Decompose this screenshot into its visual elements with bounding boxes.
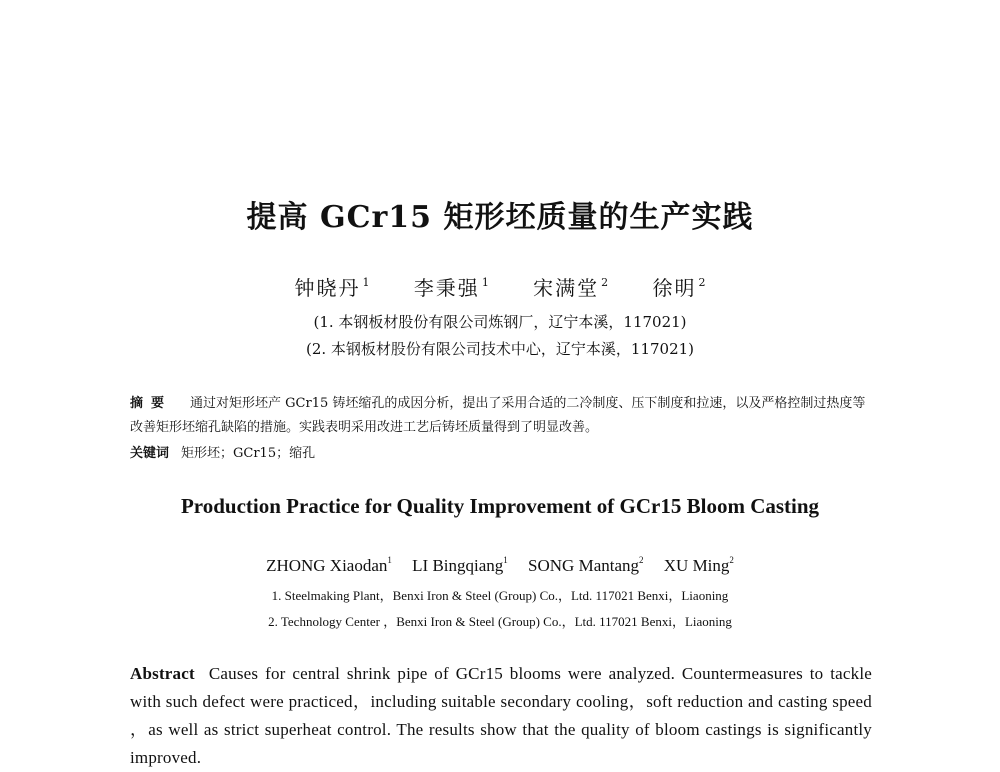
chinese-author: 钟晓丹 $^1$	[294, 276, 370, 300]
chinese-abstract-label: 摘要	[130, 396, 173, 411]
english-author: ZHONG Xiaodan$^1$	[266, 555, 392, 575]
english-affiliation-2: 2. Technology Center ，Benxi Iron & Steel (Group) Co.，Ltd. 117021 Benxi，Liaoning	[268, 614, 732, 629]
english-abstract	[130, 660, 872, 772]
english-affiliation-1: 1. Steelmaking Plant，Benxi Iron & Steel (Group) Co.，Ltd. 117021 Benxi，Liaoning	[271, 588, 729, 603]
english-author: XU Ming$^2$	[663, 555, 734, 575]
english-author: SONG Mantang$^2$	[528, 555, 644, 575]
chinese-author: 宋满堂 $^2$	[533, 276, 609, 300]
english-author: LI Bingqiang$^1$	[412, 555, 508, 575]
chinese-abstract	[130, 392, 872, 440]
chinese-keywords-label: 关键词	[130, 446, 170, 461]
chinese-keywords	[130, 442, 315, 461]
english-abstract-text: Causes for central shrink pipe of GCr15 blooms were analyzed. Countermeasures to tackle with such defect were practiced，including suitable secondary cooling，soft reduction and casting speed ，as well as strict superheat control. The results show that the quality of bloom castings is significantly improved.	[130, 664, 872, 767]
english-authors	[0, 555, 1000, 576]
english-title: Production Practice for Quality Improvement of GCr15 Bloom Casting	[180, 494, 820, 518]
chinese-affiliation-2: (2. 本钢板材股份有限公司技术中心，辽宁本溪，117021)	[305, 340, 695, 358]
chinese-author: 李秉强 $^1$	[413, 276, 489, 300]
chinese-author: 徐明 $^2$	[652, 276, 706, 300]
chinese-authors	[0, 272, 1000, 301]
chinese-abstract-text: 通过对矩形坯产 GCr15 铸坯缩孔的成因分析，提出了采用合适的二冷制度、压下制度和拉速，以及严格控制过热度等改善矩形坯缩孔缺陷的措施。实践表明采用改进工艺后铸坯质量得到了明显改善。	[130, 396, 866, 435]
chinese-affiliation-1: (1. 本钢板材股份有限公司炼钢厂，辽宁本溪，117021)	[313, 313, 687, 331]
chinese-title: 提高 GCr15 矩形坯质量的生产实践	[246, 200, 754, 235]
english-abstract-label: Abstract	[130, 664, 195, 683]
chinese-keywords-text: 矩形坯；GCr15；缩孔	[181, 446, 316, 461]
